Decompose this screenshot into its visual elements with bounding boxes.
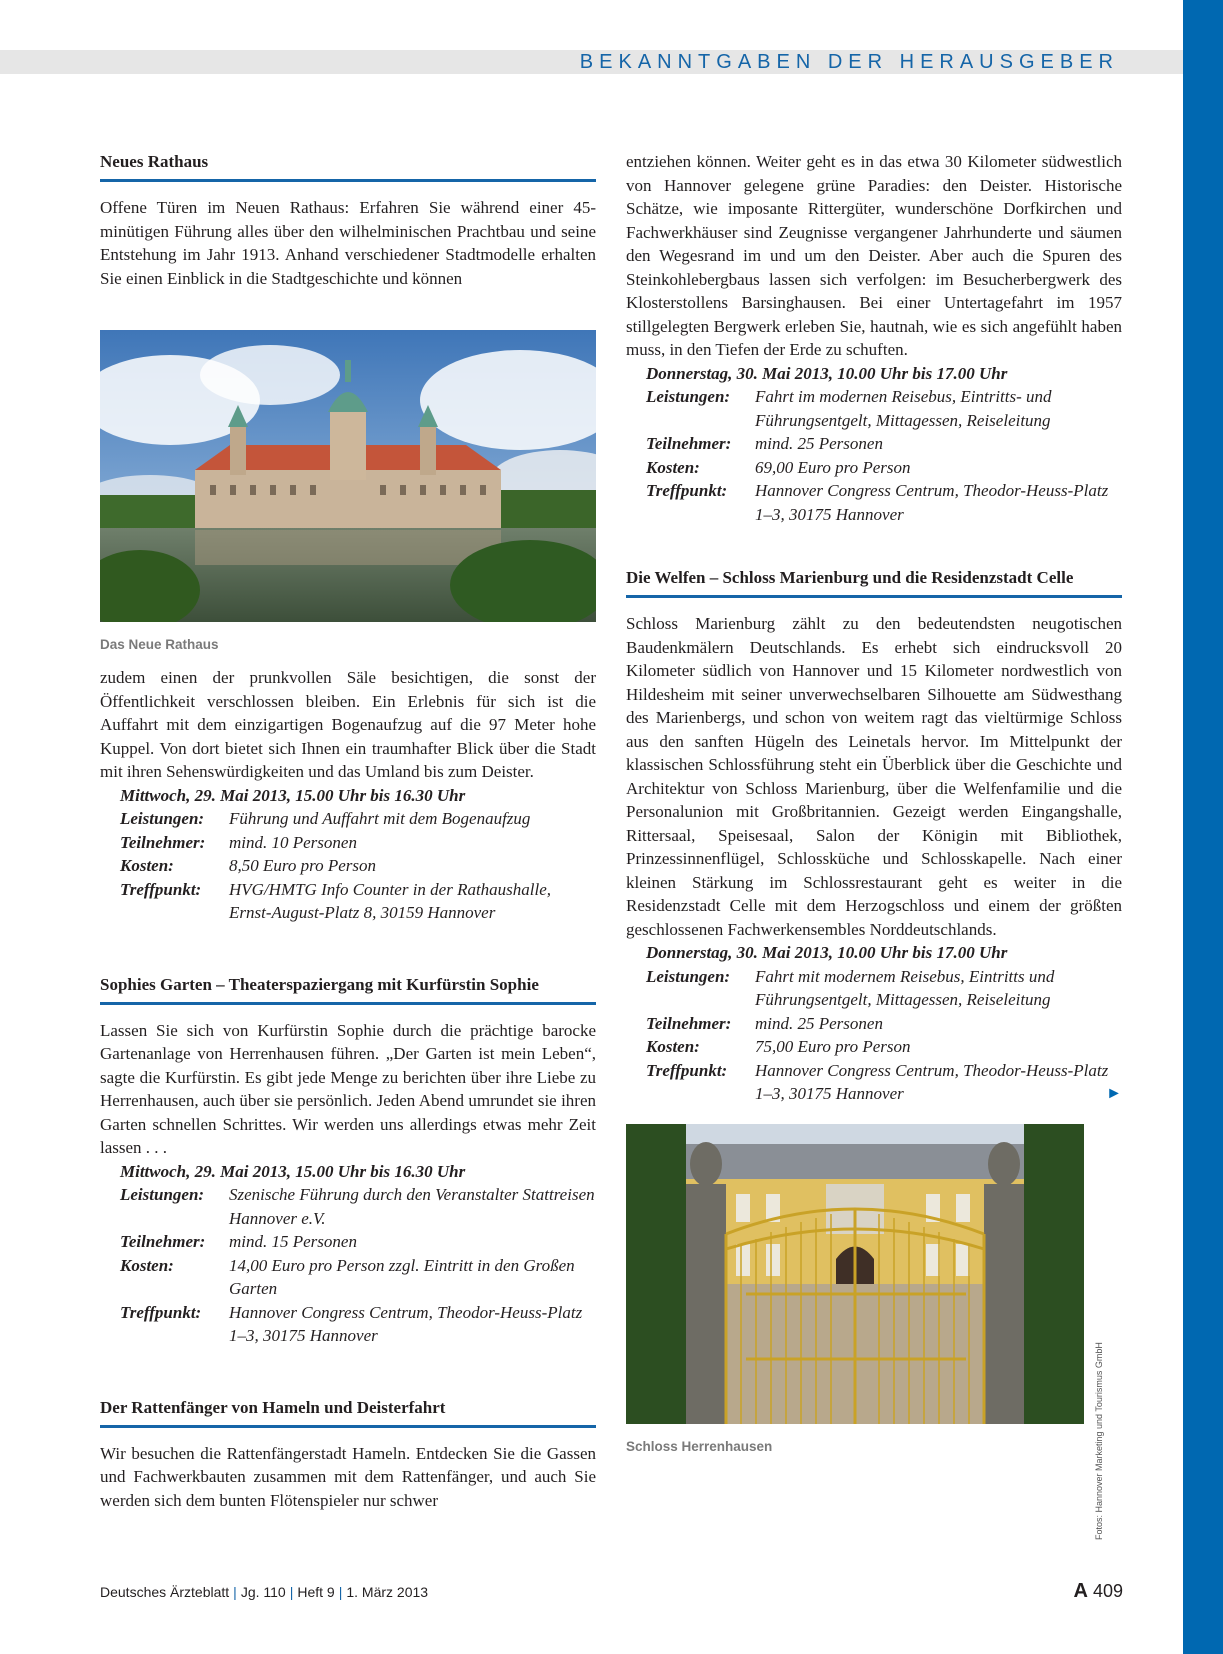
herrenhausen-figure bbox=[626, 1124, 1084, 1454]
leistungen-value: Szenische Führung durch den Veranstalter Stattreisen Hannover e.V. bbox=[229, 1185, 595, 1228]
leistungen-label: Leistungen: bbox=[646, 387, 731, 406]
page-number bbox=[1073, 1580, 1123, 1603]
treffpunkt-value: HVG/HMTG Info Counter in der Rathaushalle, Ernst-August-Platz 8, 30159 Hannover bbox=[229, 879, 552, 922]
garten-heading: Sophies Garten – Theaterspaziergang mit Kurfürstin Sophie bbox=[100, 973, 596, 1005]
footer-date: 1. März 2013 bbox=[346, 1584, 429, 1600]
rathaus-treffpunkt-row bbox=[120, 878, 596, 925]
garten-text: Lassen Sie sich von Kurfürstin Sophie durch die prächtige barocke Gartenanlage von Herrenhausen führen. „Der Garten ist mein Leben“, sagte die Kurfürstin. Es gibt jede Menge zu berichten über ihre Liebe zu Herrenhausen, auch über sie persönlich. Jeden Abend umrundet sie ihren Garten schnellen Schrittes. Wir werden uns allerdings etwas mehr Zeit lassen . . . bbox=[100, 1020, 596, 1157]
garten-info bbox=[120, 1160, 596, 1348]
teilnehmer-label: Teilnehmer: bbox=[646, 434, 732, 453]
teilnehmer-label: Teilnehmer: bbox=[646, 1013, 732, 1033]
treffpunkt-label: Treffpunkt: bbox=[120, 1302, 202, 1322]
hameln-treffpunkt-row bbox=[646, 479, 1122, 526]
header-bar bbox=[0, 50, 1183, 74]
hameln-leistungen-row bbox=[646, 385, 1122, 432]
kosten-label: Kosten: bbox=[120, 1255, 174, 1275]
garten-teilnehmer-row bbox=[120, 1230, 596, 1254]
rathaus-date: Mittwoch, 29. Mai 2013, 15.00 Uhr bis 16.30 Uhr bbox=[120, 785, 466, 805]
welfen-date: Donnerstag, 30. Mai 2013, 10.00 Uhr bis 17.00 Uhr bbox=[646, 943, 1008, 962]
treffpunkt-label: Treffpunkt: bbox=[646, 1060, 728, 1080]
teilnehmer-label: Teilnehmer: bbox=[120, 1232, 206, 1251]
treffpunkt-label: Treffpunkt: bbox=[120, 879, 202, 899]
photo-credit: Fotos: Hannover Marketing und Tourismus GmbH bbox=[1094, 1342, 1104, 1540]
teilnehmer-value: mind. 10 Personen bbox=[229, 832, 357, 852]
rathaus-text-2: zudem einen der prunkvollen Säle besichtigen, die sonst der Öffentlichkeit verschlossen bleiben. Ein Erlebnis für sich ist die Auffahrt mit dem einzigartigen Bogenaufzug auf die 97 Meter hohe Kuppel. Von dort bietet sich Ihnen ein traumhafter Blick über die Stadt mit ihren Sehenswürdigkeiten und das Umland bis zum Deister. bbox=[100, 668, 596, 781]
hameln-teilnehmer-row bbox=[646, 432, 1122, 456]
treffpunkt-value: Hannover Congress Centrum, Theodor-Heuss-Platz 1–3, 30175 Hannover bbox=[229, 1302, 583, 1345]
footer-issue: Heft 9 bbox=[297, 1584, 335, 1600]
treffpunkt-label: Treffpunkt: bbox=[646, 481, 728, 500]
rathaus-leistungen-row bbox=[120, 807, 596, 831]
rathaus-caption: Das Neue Rathaus bbox=[100, 637, 219, 652]
continue-arrow-icon: ► bbox=[1106, 1085, 1122, 1102]
kosten-label: Kosten: bbox=[646, 457, 700, 477]
treffpunkt-value: Hannover Congress Centrum, Theodor-Heuss-Platz 1–3, 30175 Hannover bbox=[755, 1060, 1109, 1103]
garten-date: Mittwoch, 29. Mai 2013, 15.00 Uhr bis 16.30 Uhr bbox=[120, 1161, 466, 1181]
hameln-continued-text: entziehen können. Weiter geht es in das etwa 30 Kilometer südwestlich von Hannover gelegene grüne Paradies: den Deister. Historische Schätze, wie imposante Rittergüter, wunderschöne Dorfkirchen und Fachwerkhäuser sind Zeugnisse vergangener Jahrhunderte und säumen den Wegesrand im und um den Deister. Aber auch die Spuren des Steinkohlebergbaus lassen sich verfolgen: im Besucherbergwerk des Klosterstollens Barsinghausen. Bei einer Untertagefahrt im 1957 stillgelegten Bergwerk erleben Sie, hautnah, wie es sich angefühlt haben muss, in den Tiefen der Erde zu schuften. bbox=[626, 152, 1122, 359]
kosten-value: 14,00 Euro pro Person zzgl. Eintritt in den Großen Garten bbox=[229, 1255, 575, 1298]
leistungen-value: Fahrt mit modernem Reisebus, Eintritts und Führungsentgelt, Mittagessen, Reiseleitung bbox=[755, 966, 1055, 1009]
welfen-heading: Die Welfen – Schloss Marienburg und die Residenzstadt Celle bbox=[626, 566, 1122, 598]
welfen-text: Schloss Marienburg zählt zu den bedeutendsten neugotischen Baudenkmälern Deutschlands. Es erhebt sich eindrucksvoll 20 Kilometer südlich von Hannover und 15 Kilometer nordwestlich von Hildesheim mit seiner unverwechselbaren Silhouette am Südwesthang des Marienbergs, und schon von weitem ragt das vieltürmige Schloss aus den sanften Hügeln des Leinetals hervor. Im Mittelpunkt der klassischen Schlossführung steht ein Überblick über die Geschichte und Architektur von Schloss Marienburg, über die Welfenfamilie und die Personalunion mit Großbritannien. Gezeigt werden Eingangshalle, Rittersaal, Speisesaal, Salon der Königin mit Bibliothek, Prinzessinnenflügel, Schlossküche und Schlosskapelle. Nach einer kleinen Stärkung im Schlossrestaurant geht es weiter in die Residenzstadt Celle mit dem Herzogschloss und einem der größten geschlossenen Fachwerkensembles Norddeutschlands. bbox=[626, 614, 1122, 939]
leistungen-value: Führung und Auffahrt mit dem Bogenaufzug bbox=[229, 809, 531, 828]
leistungen-label: Leistungen: bbox=[646, 966, 731, 986]
garten-leistungen-row bbox=[120, 1183, 596, 1230]
footer-journal: Deutsches Ärzteblatt bbox=[100, 1584, 230, 1600]
kosten-label: Kosten: bbox=[646, 1037, 700, 1056]
footer-volume: Jg. 110 bbox=[240, 1584, 286, 1600]
left-column bbox=[100, 150, 596, 1512]
section-title: BEKANNTGABEN DER HERAUSGEBER bbox=[579, 51, 1119, 73]
hameln-date: Donnerstag, 30. Mai 2013, 10.00 Uhr bis 17.00 Uhr bbox=[646, 363, 1008, 383]
welfen-treffpunkt-row bbox=[646, 1059, 1122, 1106]
leistungen-label: Leistungen: bbox=[120, 809, 205, 828]
hameln-info bbox=[646, 362, 1122, 527]
rathaus-figure bbox=[100, 330, 596, 652]
rathaus-info bbox=[120, 784, 596, 925]
leistungen-value: Fahrt im modernen Reisebus, Eintritts- und Führungsentgelt, Mittagessen, Reiseleitung bbox=[755, 387, 1052, 430]
hameln-heading: Der Rattenfänger von Hameln und Deisterfahrt bbox=[100, 1396, 596, 1428]
teilnehmer-label: Teilnehmer: bbox=[120, 832, 206, 852]
garten-kosten-row bbox=[120, 1254, 596, 1301]
hameln-kosten-row bbox=[646, 456, 1122, 480]
footer-section: A bbox=[1073, 1580, 1088, 1602]
kosten-value: 8,50 Euro pro Person bbox=[229, 856, 377, 875]
garten-treffpunkt-row bbox=[120, 1301, 596, 1348]
rathaus-heading: Neues Rathaus bbox=[100, 150, 596, 182]
rathaus-kosten-row bbox=[120, 854, 596, 878]
kosten-value: 69,00 Euro pro Person bbox=[755, 457, 911, 477]
teilnehmer-value: mind. 25 Personen bbox=[755, 434, 883, 453]
treffpunkt-value: Hannover Congress Centrum, Theodor-Heuss-Platz 1–3, 30175 Hannover bbox=[755, 481, 1109, 524]
teilnehmer-value: mind. 25 Personen bbox=[755, 1013, 883, 1033]
herrenhausen-caption: Schloss Herrenhausen bbox=[626, 1438, 773, 1454]
hameln-text: Wir besuchen die Rattenfängerstadt Hameln. Entdecken Sie die Gassen und Fachwerkbauten zusammen mit dem Rattenfänger, und auch Sie werden sich dem bunten Flötenspieler nur schwer bbox=[100, 1443, 596, 1510]
welfen-kosten-row bbox=[646, 1035, 1122, 1059]
right-column bbox=[626, 150, 1122, 1454]
welfen-teilnehmer-row bbox=[646, 1012, 1122, 1036]
kosten-label: Kosten: bbox=[120, 856, 174, 875]
rathaus-photo bbox=[100, 330, 596, 622]
footer-citation: Deutsches Ärzteblatt | Jg. 110 | Heft 9 | 1. März 2013 bbox=[100, 1584, 429, 1600]
rathaus-teilnehmer-row bbox=[120, 831, 596, 855]
rathaus-text-1: Offene Türen im Neuen Rathaus: Erfahren Sie während einer 45-minütigen Führung alles über den wilhelminischen Prachtbau und seine Entstehung im Jahr 1913. Anhand verschiedener Stadtmodelle erhalten Sie einen Einblick in die Stadtgeschichte und können bbox=[100, 198, 596, 288]
welfen-leistungen-row bbox=[646, 965, 1122, 1012]
leistungen-label: Leistungen: bbox=[120, 1185, 205, 1204]
footer-page: 409 bbox=[1092, 1581, 1123, 1601]
kosten-value: 75,00 Euro pro Person bbox=[755, 1037, 911, 1056]
herrenhausen-photo bbox=[626, 1124, 1084, 1424]
right-color-band bbox=[1183, 0, 1223, 1654]
teilnehmer-value: mind. 15 Personen bbox=[229, 1232, 357, 1251]
welfen-info bbox=[646, 941, 1122, 1106]
